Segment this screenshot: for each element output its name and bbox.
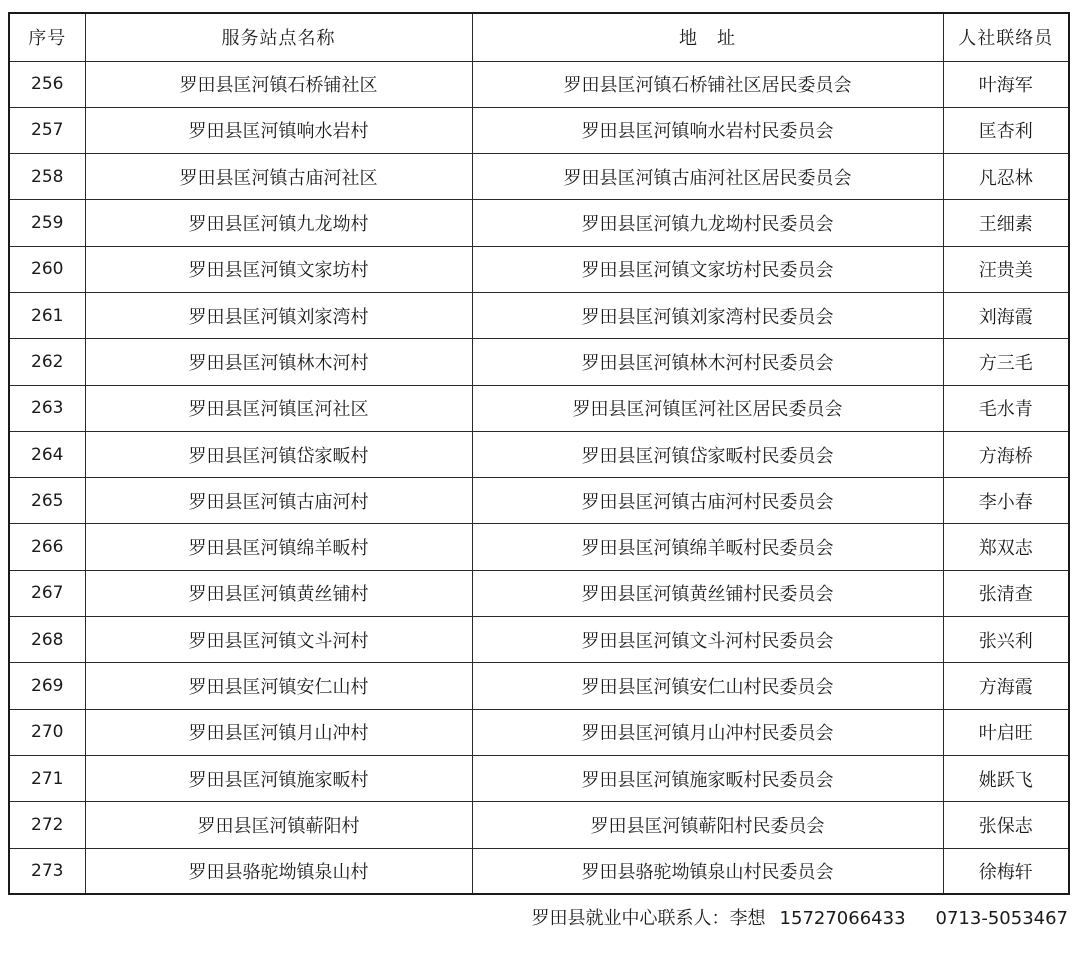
cell-serial-number: 271 <box>9 755 85 801</box>
table-header <box>9 13 1069 61</box>
cell-station-name: 罗田县匡河镇文斗河村 <box>85 617 472 663</box>
cell-contact-person: 凡忍林 <box>943 154 1069 200</box>
cell-serial-number: 265 <box>9 478 85 524</box>
cell-address: 罗田县匡河镇林木河村民委员会 <box>472 339 943 385</box>
table-row <box>9 848 1069 894</box>
cell-serial-number: 257 <box>9 107 85 153</box>
table-row <box>9 570 1069 616</box>
cell-contact-person: 叶启旺 <box>943 709 1069 755</box>
cell-station-name: 罗田县匡河镇响水岩村 <box>85 107 472 153</box>
cell-serial-number: 267 <box>9 570 85 616</box>
table-row <box>9 385 1069 431</box>
table-row <box>9 431 1069 477</box>
cell-contact-person: 张兴利 <box>943 617 1069 663</box>
table-row <box>9 524 1069 570</box>
header-station-name: 服务站点名称 <box>85 13 472 61</box>
cell-station-name: 罗田县匡河镇绵羊畈村 <box>85 524 472 570</box>
footer-mobile-number: 15727066433 <box>779 908 906 929</box>
cell-serial-number: 273 <box>9 848 85 894</box>
header-contact-person: 人社联络员 <box>943 13 1069 61</box>
cell-contact-person: 刘海霞 <box>943 292 1069 338</box>
cell-station-name: 罗田县匡河镇施家畈村 <box>85 755 472 801</box>
table-row <box>9 61 1069 107</box>
cell-contact-person: 张保志 <box>943 802 1069 848</box>
footer-office-phone: 0713-5053467 <box>935 908 1068 929</box>
table-row <box>9 292 1069 338</box>
cell-serial-number: 261 <box>9 292 85 338</box>
cell-station-name: 罗田县匡河镇安仁山村 <box>85 663 472 709</box>
cell-address: 罗田县匡河镇安仁山村民委员会 <box>472 663 943 709</box>
cell-serial-number: 262 <box>9 339 85 385</box>
footer-contact-label: 罗田县就业中心联系人：李想 <box>531 908 766 929</box>
cell-contact-person: 方海桥 <box>943 431 1069 477</box>
table-row <box>9 107 1069 153</box>
cell-station-name: 罗田县匡河镇九龙坳村 <box>85 200 472 246</box>
cell-address: 罗田县匡河镇岱家畈村民委员会 <box>472 431 943 477</box>
cell-contact-person: 毛水青 <box>943 385 1069 431</box>
cell-serial-number: 263 <box>9 385 85 431</box>
table-row <box>9 709 1069 755</box>
table-row <box>9 154 1069 200</box>
service-station-table-container <box>8 12 1068 895</box>
cell-station-name: 罗田县匡河镇古庙河社区 <box>85 154 472 200</box>
cell-serial-number: 259 <box>9 200 85 246</box>
cell-contact-person: 方海霞 <box>943 663 1069 709</box>
cell-contact-person: 李小春 <box>943 478 1069 524</box>
table-row <box>9 478 1069 524</box>
cell-address: 罗田县匡河镇九龙坳村民委员会 <box>472 200 943 246</box>
cell-station-name: 罗田县匡河镇古庙河村 <box>85 478 472 524</box>
cell-contact-person: 匡杏利 <box>943 107 1069 153</box>
cell-address: 罗田县匡河镇施家畈村民委员会 <box>472 755 943 801</box>
cell-serial-number: 270 <box>9 709 85 755</box>
cell-serial-number: 264 <box>9 431 85 477</box>
cell-serial-number: 269 <box>9 663 85 709</box>
table-header-row <box>9 13 1069 61</box>
cell-address: 罗田县匡河镇蕲阳村民委员会 <box>472 802 943 848</box>
cell-serial-number: 260 <box>9 246 85 292</box>
cell-address: 罗田县匡河镇绵羊畈村民委员会 <box>472 524 943 570</box>
table-row <box>9 339 1069 385</box>
table-row <box>9 663 1069 709</box>
cell-address: 罗田县匡河镇刘家湾村民委员会 <box>472 292 943 338</box>
cell-contact-person: 叶海军 <box>943 61 1069 107</box>
cell-address: 罗田县匡河镇月山冲村民委员会 <box>472 709 943 755</box>
cell-station-name: 罗田县匡河镇石桥铺社区 <box>85 61 472 107</box>
cell-address: 罗田县匡河镇黄丝铺村民委员会 <box>472 570 943 616</box>
cell-contact-person: 王细素 <box>943 200 1069 246</box>
cell-address: 罗田县匡河镇文斗河村民委员会 <box>472 617 943 663</box>
table-row <box>9 802 1069 848</box>
footer-contact-info <box>532 904 1068 930</box>
cell-contact-person: 汪贵美 <box>943 246 1069 292</box>
cell-station-name: 罗田县匡河镇岱家畈村 <box>85 431 472 477</box>
cell-station-name: 罗田县骆驼坳镇泉山村 <box>85 848 472 894</box>
cell-address: 罗田县匡河镇文家坊村民委员会 <box>472 246 943 292</box>
cell-serial-number: 266 <box>9 524 85 570</box>
cell-contact-person: 张清查 <box>943 570 1069 616</box>
cell-address: 罗田县匡河镇匡河社区居民委员会 <box>472 385 943 431</box>
cell-serial-number: 256 <box>9 61 85 107</box>
table-row <box>9 617 1069 663</box>
table-row <box>9 200 1069 246</box>
cell-address: 罗田县匡河镇古庙河村民委员会 <box>472 478 943 524</box>
cell-contact-person: 方三毛 <box>943 339 1069 385</box>
cell-station-name: 罗田县匡河镇文家坊村 <box>85 246 472 292</box>
cell-station-name: 罗田县匡河镇林木河村 <box>85 339 472 385</box>
cell-station-name: 罗田县匡河镇匡河社区 <box>85 385 472 431</box>
cell-serial-number: 272 <box>9 802 85 848</box>
cell-serial-number: 258 <box>9 154 85 200</box>
cell-station-name: 罗田县匡河镇刘家湾村 <box>85 292 472 338</box>
cell-station-name: 罗田县匡河镇月山冲村 <box>85 709 472 755</box>
table-body <box>9 61 1069 894</box>
header-serial-number: 序号 <box>9 13 85 61</box>
table-row <box>9 246 1069 292</box>
cell-contact-person: 徐梅轩 <box>943 848 1069 894</box>
cell-contact-person: 郑双志 <box>943 524 1069 570</box>
cell-address: 罗田县匡河镇响水岩村民委员会 <box>472 107 943 153</box>
cell-address: 罗田县骆驼坳镇泉山村民委员会 <box>472 848 943 894</box>
cell-serial-number: 268 <box>9 617 85 663</box>
cell-address: 罗田县匡河镇石桥铺社区居民委员会 <box>472 61 943 107</box>
table-row <box>9 755 1069 801</box>
cell-address: 罗田县匡河镇古庙河社区居民委员会 <box>472 154 943 200</box>
cell-station-name: 罗田县匡河镇黄丝铺村 <box>85 570 472 616</box>
cell-contact-person: 姚跃飞 <box>943 755 1069 801</box>
cell-station-name: 罗田县匡河镇蕲阳村 <box>85 802 472 848</box>
service-station-table <box>8 12 1070 895</box>
header-address: 地 址 <box>472 13 943 61</box>
